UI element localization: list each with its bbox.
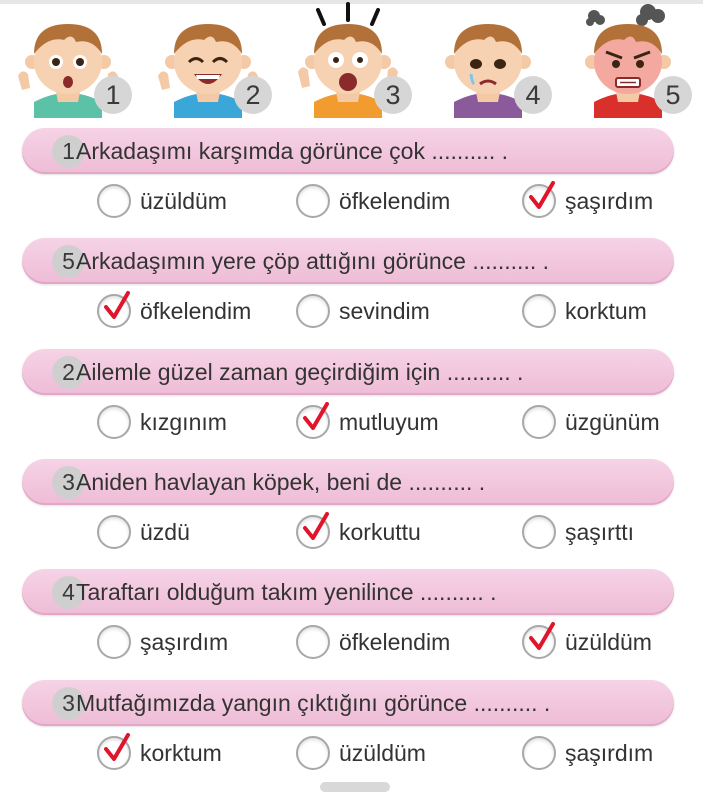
option-label: mutluyum	[339, 409, 439, 435]
radio-button[interactable]	[296, 184, 330, 218]
option-label: şaşırdım	[565, 740, 654, 766]
radio-button[interactable]	[522, 515, 556, 549]
radio-button[interactable]	[522, 184, 556, 218]
question-text: Arkadaşımın yere çöp attığını görünce .......... .	[76, 248, 550, 274]
face-number-badge: 3	[374, 76, 412, 114]
checkmark-icon	[101, 290, 131, 324]
checkmark-icon	[300, 511, 330, 545]
face-sad	[438, 10, 558, 118]
question-4	[0, 459, 703, 569]
radio-button[interactable]	[522, 405, 556, 439]
question-bar	[22, 128, 674, 174]
bottom-tab	[320, 782, 390, 792]
radio-button[interactable]	[296, 515, 330, 549]
checkmark-icon	[101, 732, 131, 766]
option-label: öfkelendim	[339, 629, 451, 655]
option-label: üzdü	[140, 519, 190, 545]
radio-button[interactable]	[296, 736, 330, 770]
top-rule	[0, 0, 703, 4]
radio-button[interactable]	[522, 294, 556, 328]
radio-button[interactable]	[296, 625, 330, 659]
question-bar	[22, 569, 674, 615]
face-happy	[158, 10, 278, 118]
checkmark-icon	[526, 621, 556, 655]
radio-button[interactable]	[97, 184, 131, 218]
question-number-badge: 5	[52, 245, 85, 278]
radio-button[interactable]	[97, 515, 131, 549]
face-angry	[578, 10, 698, 118]
face-scared	[298, 10, 418, 118]
face-number-badge: 1	[94, 76, 132, 114]
option-label: üzüldüm	[565, 629, 652, 655]
radio-button[interactable]	[522, 625, 556, 659]
question-number-badge: 1	[52, 135, 85, 168]
checkmark-icon	[300, 401, 330, 435]
radio-button[interactable]	[296, 405, 330, 439]
question-bar	[22, 459, 674, 505]
face-number-badge: 2	[234, 76, 272, 114]
radio-button[interactable]	[97, 405, 131, 439]
option-label: şaşırdım	[565, 188, 654, 214]
radio-button[interactable]	[97, 294, 131, 328]
option-label: üzüldüm	[140, 188, 227, 214]
option-label: üzüldüm	[339, 740, 426, 766]
radio-button[interactable]	[97, 736, 131, 770]
question-1	[0, 128, 703, 238]
question-text: Aniden havlayan köpek, beni de .......... .	[76, 469, 486, 495]
question-2	[0, 238, 703, 348]
option-label: öfkelendim	[140, 298, 252, 324]
option-label: şaşırttı	[565, 519, 635, 545]
question-text: Taraftarı olduğum takım yenilince .......... .	[76, 579, 497, 605]
question-bar	[22, 680, 674, 726]
question-bar	[22, 349, 674, 395]
question-number-badge: 4	[52, 576, 85, 609]
question-number-badge: 3	[52, 466, 85, 499]
checkmark-icon	[526, 180, 556, 214]
face-surprised	[18, 10, 138, 118]
option-label: korktum	[565, 298, 647, 324]
question-text: Arkadaşımı karşımda görünce çok .......... .	[76, 138, 509, 164]
radio-button[interactable]	[97, 625, 131, 659]
radio-button[interactable]	[522, 736, 556, 770]
option-label: şaşırdım	[140, 629, 229, 655]
radio-button[interactable]	[296, 294, 330, 328]
question-number-badge: 2	[52, 356, 85, 389]
option-label: sevindim	[339, 298, 430, 324]
question-number-badge: 3	[52, 687, 85, 720]
option-label: üzgünüm	[565, 409, 660, 435]
option-label: korktum	[140, 740, 222, 766]
option-label: öfkelendim	[339, 188, 451, 214]
option-label: kızgınım	[140, 409, 227, 435]
question-5	[0, 569, 703, 679]
question-bar	[22, 238, 674, 284]
face-number-badge: 4	[514, 76, 552, 114]
question-6	[0, 680, 703, 790]
option-label: korkuttu	[339, 519, 421, 545]
face-number-badge: 5	[654, 76, 692, 114]
question-text: Mutfağımızda yangın çıktığını görünce .......... .	[76, 690, 551, 716]
question-3	[0, 349, 703, 459]
question-text: Ailemle güzel zaman geçirdiğim için .......... .	[76, 359, 524, 385]
